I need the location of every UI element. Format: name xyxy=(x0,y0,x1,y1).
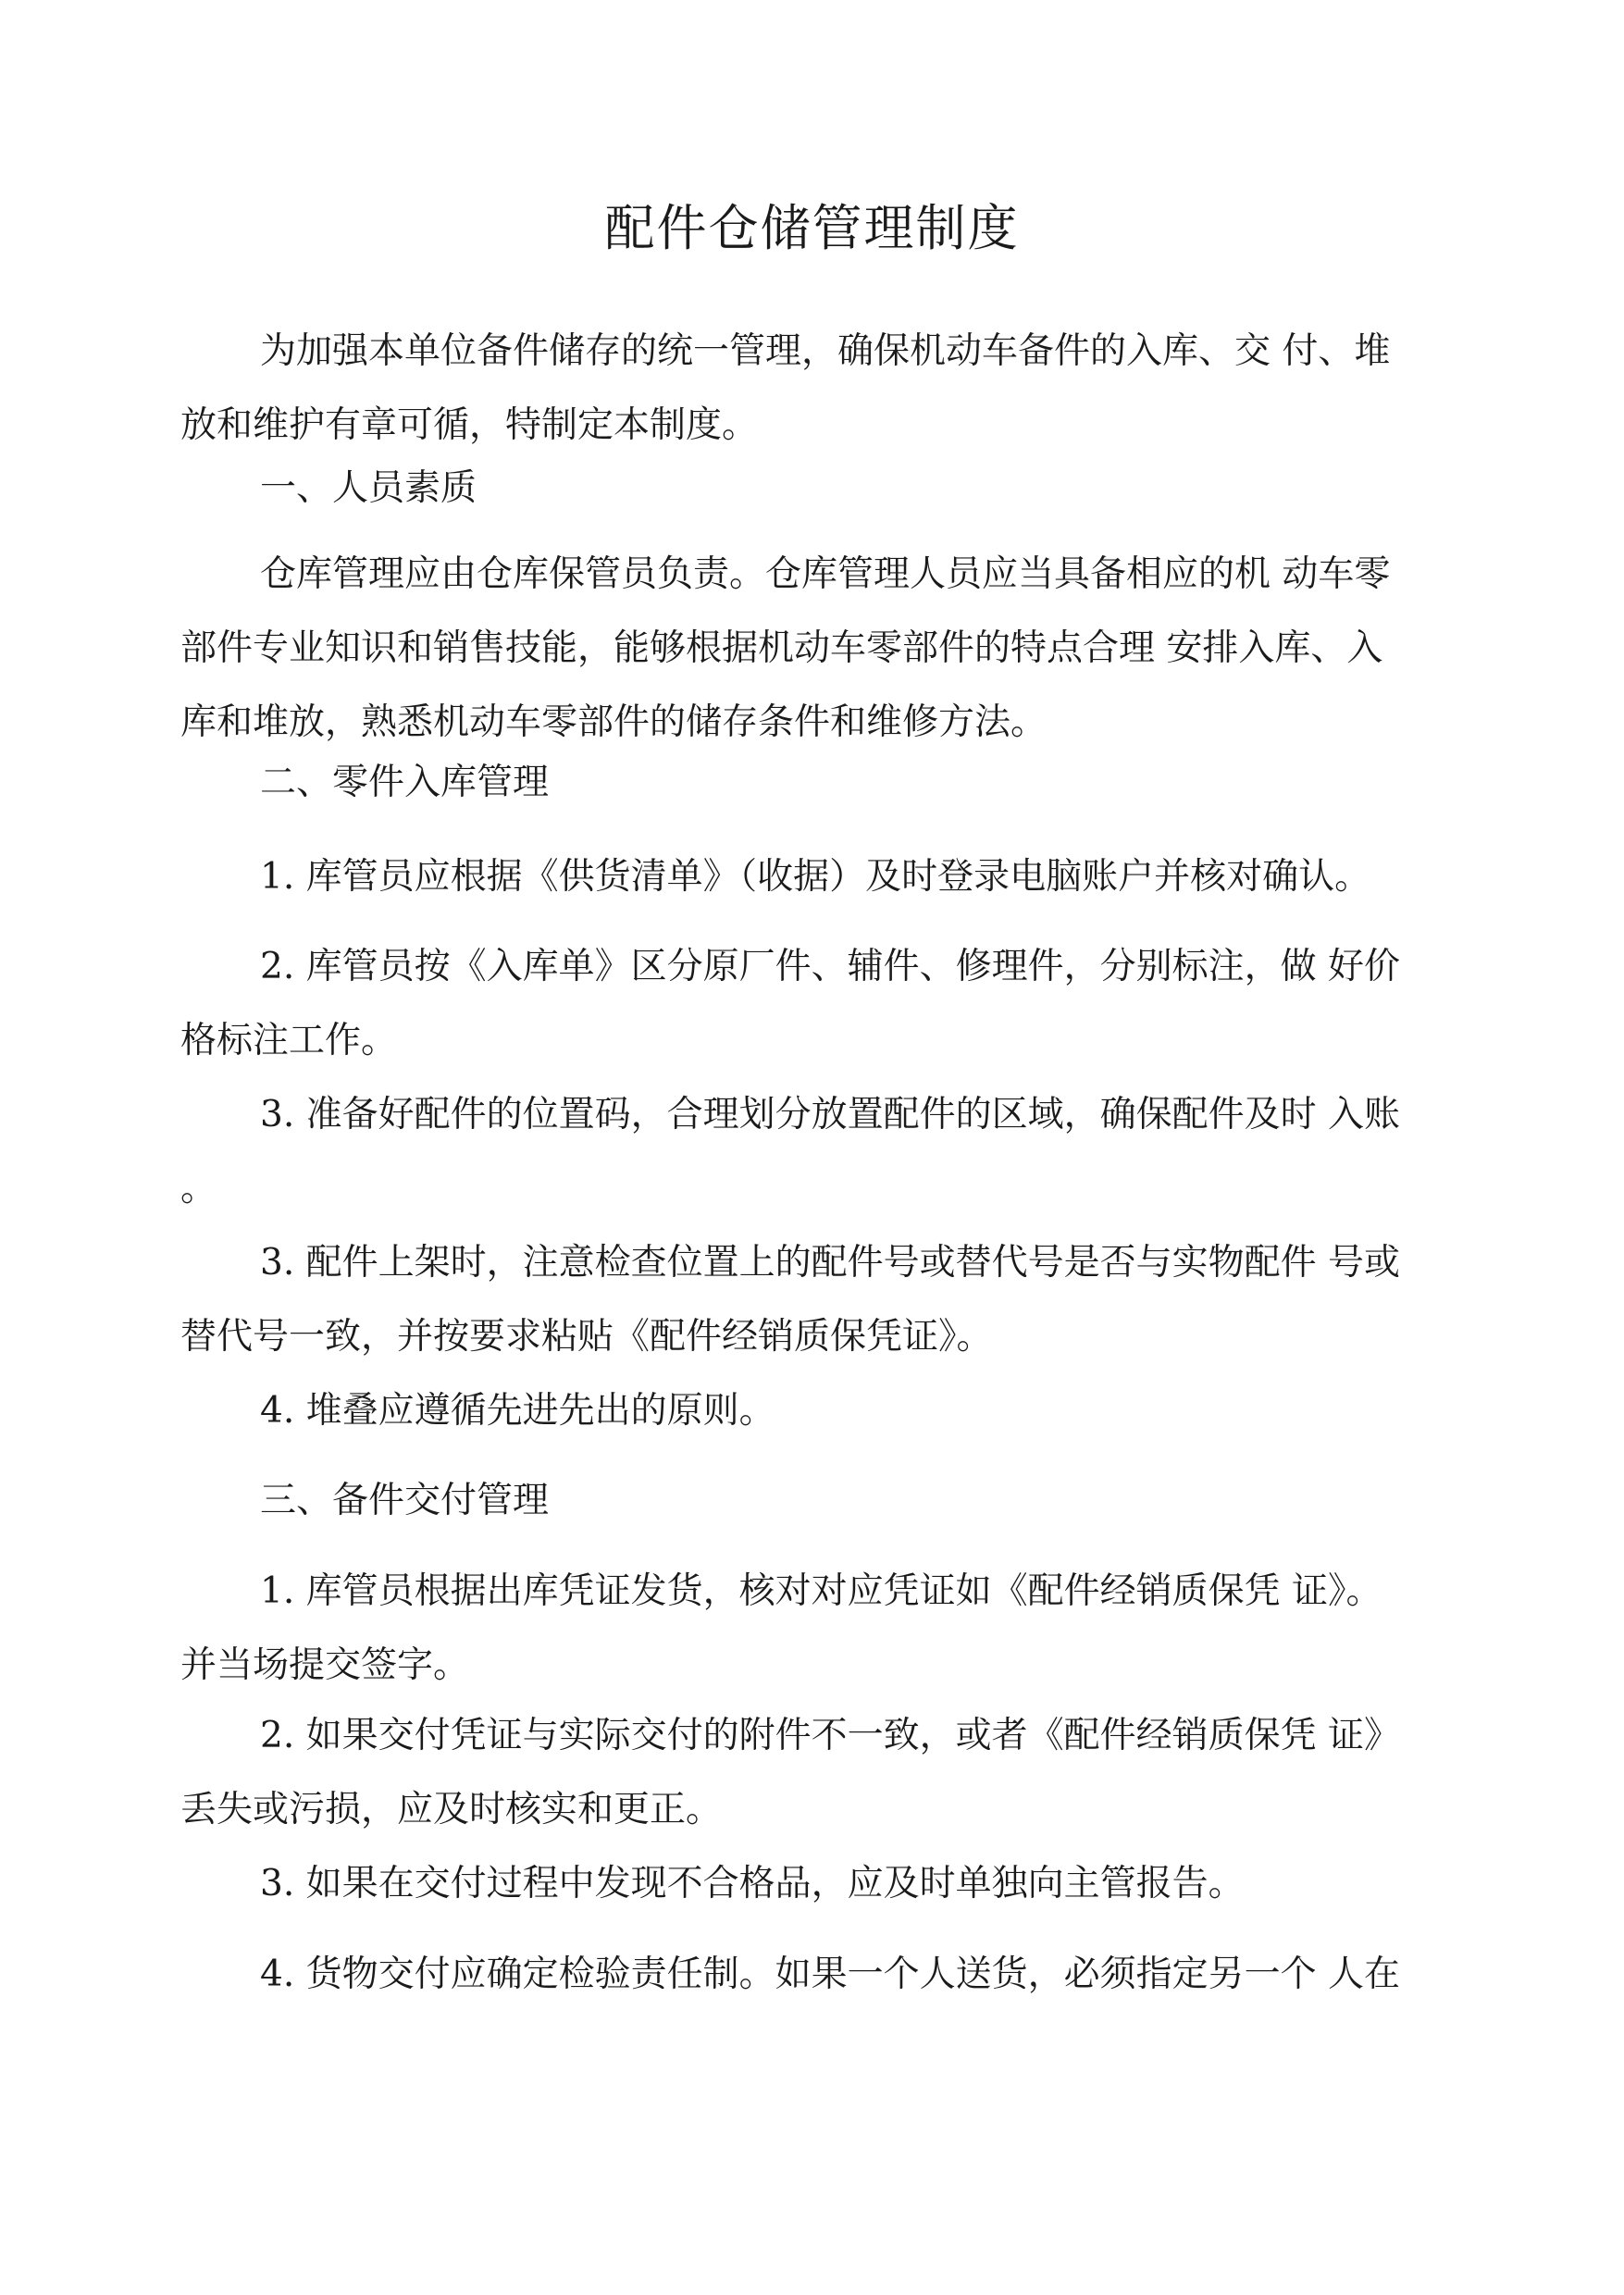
document-title: 配件仓储管理制度 xyxy=(604,199,1020,257)
text-line: 1. 库管员应根据《供货清单》（收据）及时登录电脑账户并核对确认。 xyxy=(260,856,1371,898)
inbound-item-3b xyxy=(180,1226,1462,1374)
text-line: 一、人员素质 xyxy=(260,467,477,509)
text-line: 丢失或污损，应及时核实和更正。 xyxy=(180,1789,723,1830)
section-heading-personnel xyxy=(180,452,1462,526)
delivery-item-1 xyxy=(180,1555,1462,1703)
delivery-item-3 xyxy=(180,1847,1462,1921)
text-line: 1. 库管员根据出库凭证发货，核对对应凭证如《配件经销质保凭 证》。 xyxy=(260,1570,1382,1612)
text-line: 2. 如果交付凭证与实际交付的附件不一致，或者《配件经销质保凭 证》 xyxy=(260,1715,1401,1756)
text-line: 格标注工作。 xyxy=(180,1020,398,1061)
text-line: 部件专业知识和销售技能，能够根据机动车零部件的特点合理 安排入库、入 xyxy=(180,627,1383,669)
text-line: 替代号一致，并按要求粘贴《配件经销质保凭证》。 xyxy=(180,1316,993,1358)
personnel-paragraph xyxy=(180,538,1462,760)
text-line: 4. 货物交付应确定检验责任制。如果一个人送货，必须指定另一个 人在 xyxy=(260,1954,1401,1995)
text-line: 三、备件交付管理 xyxy=(260,1480,550,1521)
text-line: 放和维护有章可循，特制定本制度。 xyxy=(180,404,759,446)
text-line: 4. 堆叠应遵循先进先出的原则。 xyxy=(260,1390,775,1432)
text-line: 3. 准备好配件的位置码，合理划分放置配件的区域，确保配件及时 入账 xyxy=(260,1094,1401,1135)
text-line: 2. 库管员按《入库单》区分原厂件、辅件、修理件，分别标注，做 好价 xyxy=(260,946,1401,987)
inbound-item-1 xyxy=(180,840,1462,914)
text-line: 3. 如果在交付过程中发现不合格品，应及时单独向主管报告。 xyxy=(260,1863,1245,1904)
text-line: 为加强本单位备件储存的统一管理，确保机动车备件的入库、交 付、堆 xyxy=(260,330,1391,372)
section-heading-inbound xyxy=(180,746,1462,820)
delivery-item-2 xyxy=(180,1699,1462,1847)
text-line: 。 xyxy=(180,1168,217,1210)
text-line: 库和堆放，熟悉机动车零部件的储存条件和维修方法。 xyxy=(180,701,1048,743)
delivery-item-4 xyxy=(180,1938,1462,2012)
text-line: 并当场提交签字。 xyxy=(180,1644,470,1686)
inbound-item-2 xyxy=(180,930,1462,1078)
text-line: 仓库管理应由仓库保管员负责。仓库管理人员应当具备相应的机 动车零 xyxy=(260,553,1391,595)
text-line: 3. 配件上架时，注意检查位置上的配件号或替代号是否与实物配件 号或 xyxy=(260,1242,1401,1284)
intro-paragraph xyxy=(180,315,1462,463)
inbound-item-4 xyxy=(180,1374,1462,1448)
inbound-item-3a xyxy=(180,1078,1462,1226)
text-line: 二、零件入库管理 xyxy=(260,762,550,803)
section-heading-delivery xyxy=(180,1464,1462,1538)
